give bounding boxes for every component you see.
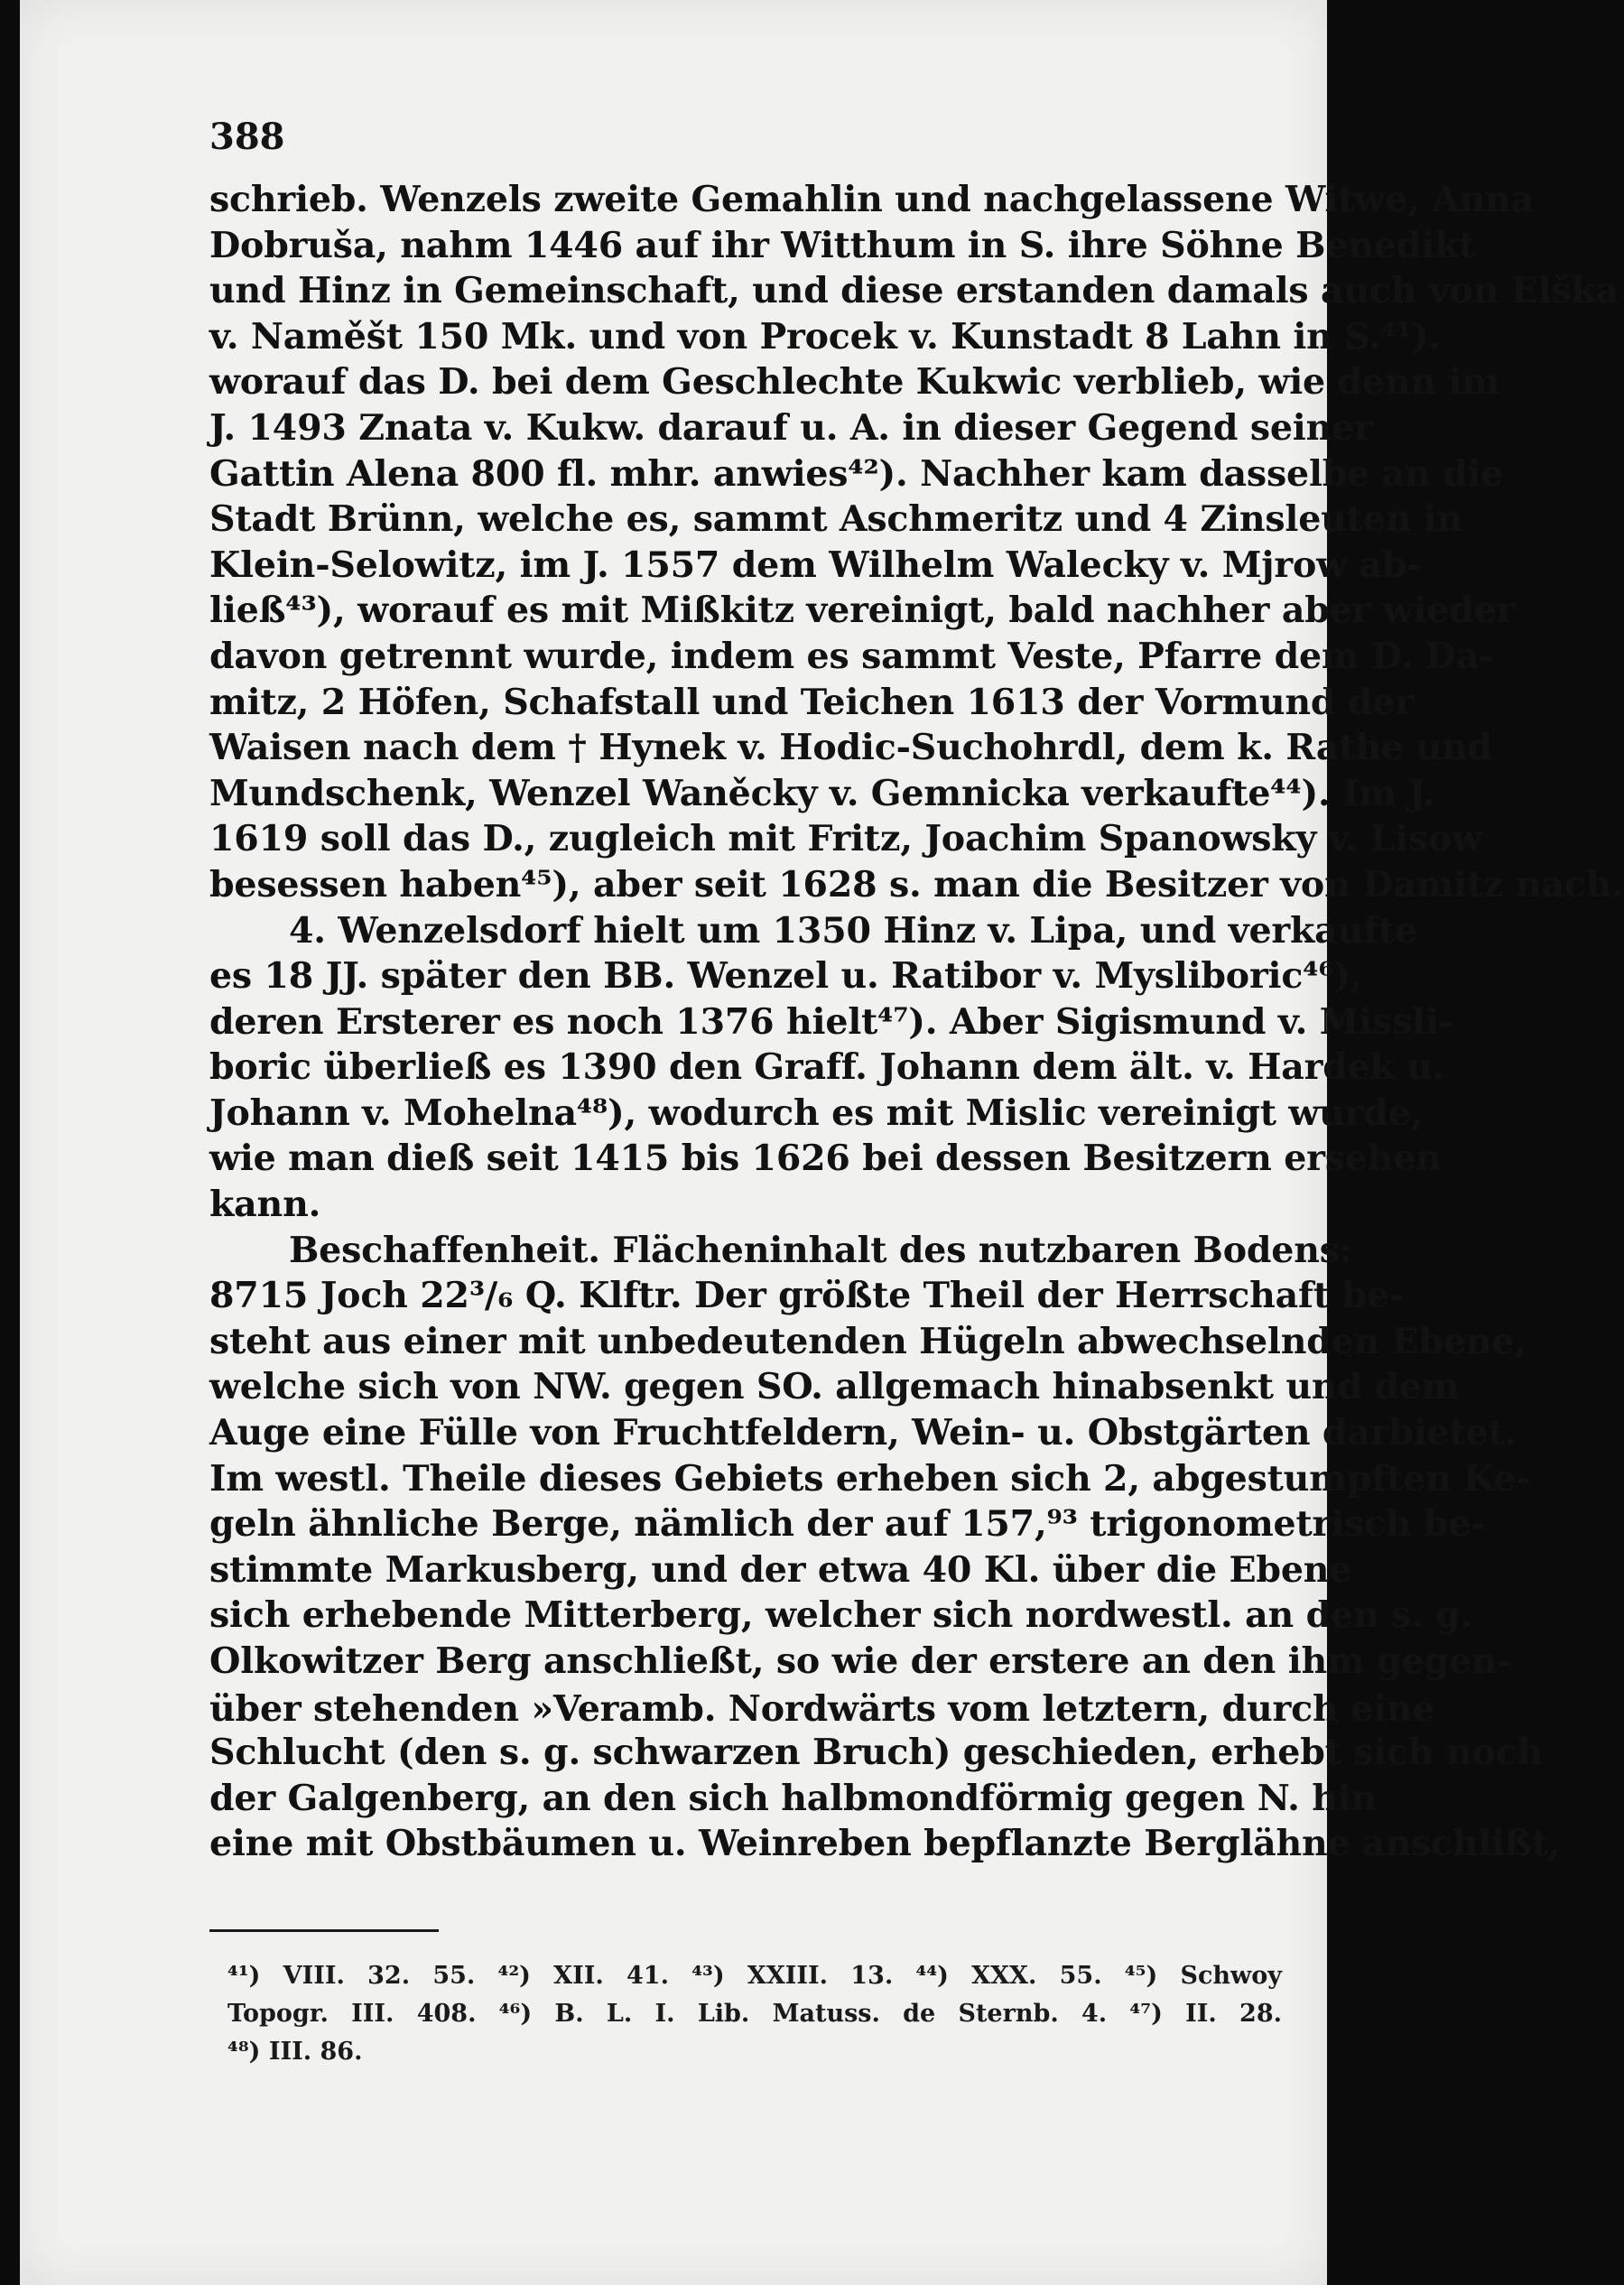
text-line: davon getrennt wurde, indem es sammt Veste, Pfarre dem D. Da- — [209, 635, 1494, 677]
text-line: Klein-Selowitz, im J. 1557 dem Wilhelm Walecky v. Mjrow ab- — [209, 543, 1422, 586]
text-line: wie man dieß seit 1415 bis 1626 bei dessen Besitzern ersehen — [209, 1138, 1442, 1180]
text-line: Johann v. Mohelna⁴⁸), wodurch es mit Mislic vereinigt wurde, — [209, 1091, 1424, 1134]
text-line: 8715 Joch 22³/₆ Q. Klftr. Der größte Theil der Herrschaft be- — [209, 1275, 1404, 1317]
text-line: worauf das D. bei dem Geschlechte Kukwic verblieb, wie denn im — [209, 361, 1499, 404]
text-line: steht aus einer mit unbedeutenden Hügeln abwechselnden Ebene, — [209, 1320, 1527, 1362]
body-text — [209, 177, 1624, 1867]
text-line: v. Naměšt 150 Mk. und von Procek v. Kunstadt 8 Lahn in S.⁴¹). — [209, 315, 1441, 358]
footnote-line: ⁴⁸) III. 86. — [227, 2038, 363, 2066]
text-line: deren Ersterer es noch 1376 hielt⁴⁷). Aber Sigismund v. Missli- — [209, 1000, 1453, 1043]
text-line: Im westl. Theile dieses Gebiets erheben sich 2, abgestumpften Ke- — [209, 1457, 1531, 1500]
text-line: ließ⁴³), worauf es mit Mißkitz vereinigt, bald nachher aber wieder — [209, 590, 1516, 632]
text-line: Olkowitzer Berg anschließt, so wie der erstere an den ihm gegen- — [209, 1640, 1512, 1682]
text-line: der Galgenberg, an den sich halbmondförmig gegen N. hin — [209, 1777, 1378, 1819]
text-line: Beschaffenheit. Flächeninhalt des nutzbaren Bodens: — [289, 1229, 1353, 1271]
text-line: Gattin Alena 800 fl. mhr. anwies⁴²). Nachher kam dasselbe an die — [209, 452, 1504, 495]
text-line: und Hinz in Gemeinschaft, und diese erstanden damals auch von Elška — [209, 270, 1619, 312]
text-line: Waisen nach dem † Hynek v. Hodic-Suchohrdl, dem k. Rathe und — [209, 727, 1492, 769]
text-line: J. 1493 Znata v. Kukw. darauf u. A. in dieser Gegend seiner — [209, 406, 1373, 449]
text-line: welche sich von NW. gegen SO. allgemach hinabsenkt und dem — [209, 1366, 1460, 1408]
page-number: 388 — [209, 116, 285, 158]
text-line-end: . Nordwärts vom letztern, durch eine — [703, 1687, 1435, 1730]
text-line-start: über stehenden »Veramb — [209, 1687, 704, 1730]
text-line: Dobruša, nahm 1446 auf ihr Witthum in S. ihre Söhne Benedikt — [209, 224, 1476, 266]
text-line: schrieb. Wenzels zweite Gemahlin und nachgelassene Witwe, Anna — [209, 179, 1535, 220]
text-line: mitz, 2 Höfen, Schafstall und Teichen 1613 der Vormund der — [209, 681, 1414, 723]
text-line — [209, 1685, 1435, 1731]
text-line: es 18 JJ. später den BB. Wenzel u. Ratibor v. Mysliboric⁴⁶), — [209, 955, 1363, 998]
footnote-line: Topogr. III. 408. ⁴⁶) B. L. I. Lib. Matuss. de Sternb. 4. ⁴⁷) II. 28. — [227, 2000, 1282, 2028]
text-line: besessen haben⁴⁵), aber seit 1628 s. man die Besitzer von Damitz nach. — [209, 863, 1624, 906]
footnote-rule — [209, 1929, 439, 1932]
footnote-line: ⁴¹) VIII. 32. 55. ⁴²) XII. 41. ⁴³) XXIII. 13. ⁴⁴) XXX. 55. ⁴⁵) Schwoy — [227, 1962, 1282, 1990]
text-line: eine mit Obstbäumen u. Weinreben bepflanzte Berglähne anschlißt, — [209, 1823, 1561, 1865]
text-line: geln ähnliche Berge, nämlich der auf 157,⁹³ trigonometrisch be- — [209, 1503, 1486, 1546]
text-line: 4. Wenzelsdorf hielt um 1350 Hinz v. Lipa, und verkaufte — [289, 909, 1417, 952]
text-line: Mundschenk, Wenzel Waněcky v. Gemnicka verkaufte⁴⁴). Im J. — [209, 772, 1435, 814]
text-line: boric überließ es 1390 den Graff. Johann dem ält. v. Hardek u. — [209, 1046, 1445, 1089]
text-line: Auge eine Fülle von Fruchtfeldern, Wein- u. Obstgärten darbietet. — [209, 1412, 1517, 1454]
text-line: Stadt Brünn, welche es, sammt Aschmeritz und 4 Zinsleuten in — [209, 498, 1463, 541]
text-line: 1619 soll das D., zugleich mit Fritz, Joachim Spanowsky v. Lisow — [209, 818, 1483, 860]
text-line: stimmte Markusberg, und der etwa 40 Kl. über die Ebene — [209, 1548, 1352, 1591]
book-page — [20, 0, 1624, 2285]
text-line: Schlucht (den s. g. schwarzen Bruch) geschieden, erhebt sich noch — [209, 1732, 1544, 1774]
footnotes — [227, 1957, 1282, 2071]
text-line: sich erhebende Mitterberg, welcher sich nordwestl. an den s. g. — [209, 1594, 1473, 1637]
text-line: kann. — [209, 1184, 321, 1226]
